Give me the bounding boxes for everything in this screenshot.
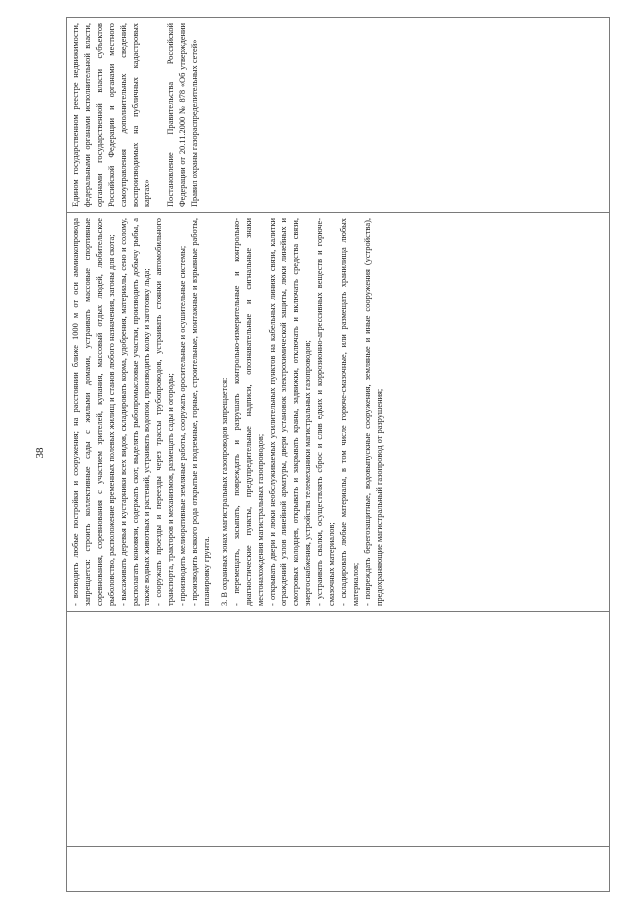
legal-reference: Постановление Правительства Российской Федерации от 20.11.2000 № 878 «Об утверждении Правил охраны газораспределительных сетей» (166, 23, 200, 207)
rotated-table-container (66, 23, 610, 892)
page-number: 38 (34, 447, 46, 459)
gas-zone-paragraph: - устраивать свалки, осуществлять сброс и слив едких и коррозионно-агрессивных веществ и горюче-смазочных материалов; (315, 218, 337, 606)
restriction-paragraph: - высаживать деревья и кустарники всех видов, складировать корма, удобрения, материалы, сено и солому, располагать коновязи, содержать скот, выделять рыбопромысловые участки, производить добычу рыбы, а также водных животных и растений, устраивать водопои, производить колку и заготовку льда; (118, 218, 152, 606)
restriction-paragraph: - производить всякого рода открытые и подземные, горные, строительные, монтажные и взрывные работы, планировку грунта. (190, 218, 211, 606)
restrictions-table (66, 17, 610, 892)
restrictions-cell (67, 213, 610, 612)
table-row (67, 18, 610, 892)
number-cell (67, 847, 610, 892)
gas-zone-paragraph: - складировать любые материалы, в том числе горюче-смазочные, или размещать хранилища любых материалов; (338, 218, 360, 606)
legal-reference: Едином государственном реестре недвижимости, федеральными органами исполнительной власти, органами государственной власти субъектов Российской Федерации и органами местного самоуправления дополнительных сведений, воспроизводимых на публичных кадастровых картах» (71, 23, 152, 207)
zone-cell (67, 612, 610, 847)
gas-zone-paragraph: - повреждать берегозащитные, водовыпускные сооружения, земляные и иные сооружения (устройства), предохраняющие магистральный газопровод от разрушения; (362, 218, 384, 606)
gas-zone-paragraph: - перемещать, засыпать, повреждать и разрушать контрольно-измерительные и контрольно-диагностические пункты, предупредительные надписи, опознавательные и сигнальные знаки местонахождения магистральных газопроводов; (231, 218, 265, 606)
restriction-paragraph: - сооружать проезды и переезды через трассы трубопроводов, устраивать стоянки автомобильного транспорта, тракторов и механизмов, размещать сады и огороды; (154, 218, 176, 606)
restriction-paragraph: - возводить любые постройки и сооружения; на расстоянии ближе 1000 м от оси аммиакопровода запрещается: строить коллективные сады с жилыми домами, устраивать массовые спортивные соревнования, соревнования с участием зрителей, купания, массовый отдых людей, любительское рыболовство, расположение временных полевых жилищ и станов любого назначения, загоны для скота; (71, 218, 116, 606)
restriction-paragraph: - производить мелиоративные земляные работы, сооружать оросительные и осушительные системы; (178, 245, 188, 606)
gas-zone-heading: 3. В охранных зонах магистральных газопроводов запрещается: (219, 377, 229, 606)
legal-basis-cell (67, 18, 610, 213)
gas-zone-paragraph: - открывать двери и люки необслуживаемых усилительных пунктов на кабельных линиях связи, калитки ограждений узлов линейной арматуры, двери установок электрохимической защиты, люки линейных и смотровых колодцев, открывать и закрывать краны, задвижки, отключать и включать средства связи, энергоснабжения, устройства телемеханики магистральных газопроводов; (267, 218, 313, 606)
